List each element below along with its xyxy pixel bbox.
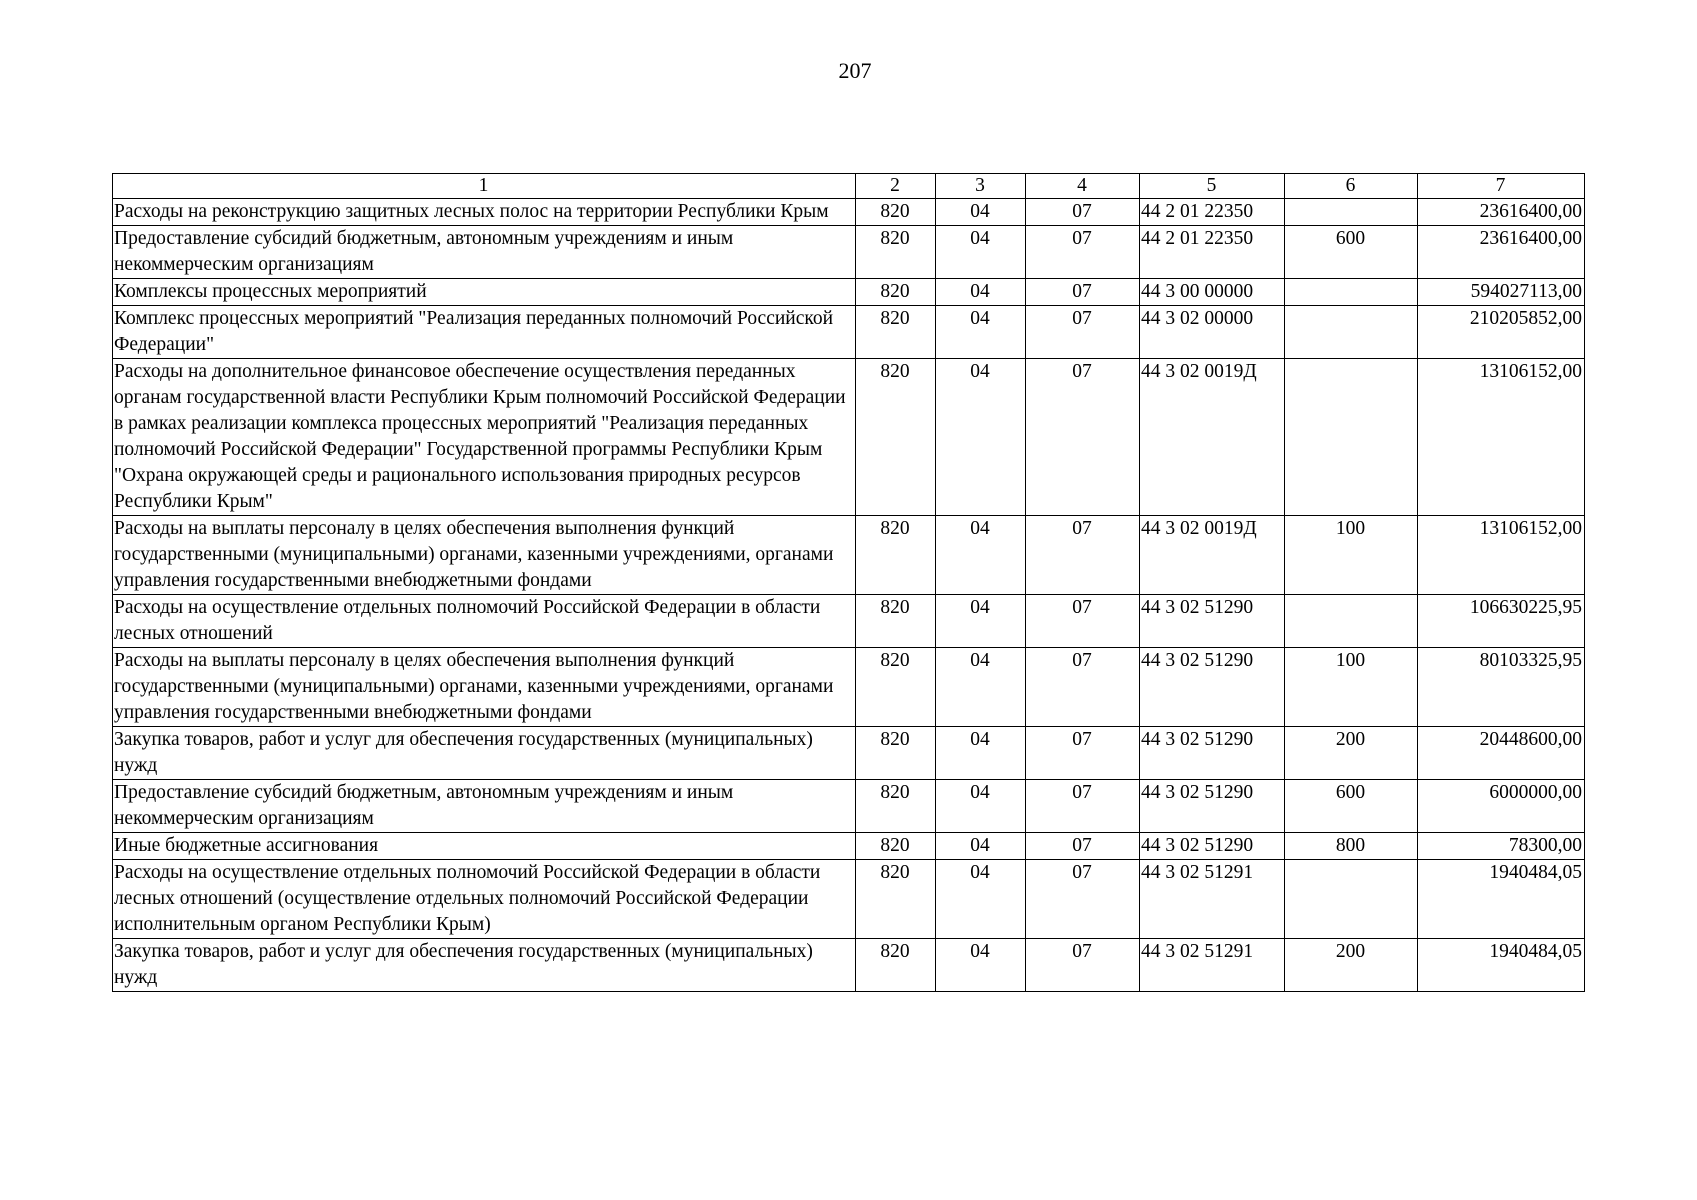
section-code: 04	[936, 833, 1026, 860]
expense-type-code: 100	[1285, 516, 1418, 595]
target-article-code: 44 2 01 22350	[1140, 226, 1285, 279]
item-name: Расходы на осуществление отдельных полномочий Российской Федерации в области лесных отношений	[113, 595, 856, 648]
amount: 1940484,05	[1418, 939, 1585, 992]
subsection-code: 07	[1026, 226, 1140, 279]
amount: 6000000,00	[1418, 780, 1585, 833]
amount: 78300,00	[1418, 833, 1585, 860]
item-name: Иные бюджетные ассигнования	[113, 833, 856, 860]
target-article-code: 44 3 02 51290	[1140, 833, 1285, 860]
table-row	[113, 199, 1585, 226]
target-article-code: 44 3 00 00000	[1140, 279, 1285, 306]
amount: 1940484,05	[1418, 860, 1585, 939]
table-row	[113, 780, 1585, 833]
table-row	[113, 939, 1585, 992]
item-name: Расходы на дополнительное финансовое обеспечение осуществления переданных органам государственной власти Республики Крым полномочий Российской Федерации в рамках реализации комплекса процессных мероприятий "Реализация переданных полномочий Российской Федерации" Государственной программы Республики Крым "Охрана окружающей среды и рационального использования природных ресурсов Республики Крым"	[113, 359, 856, 516]
item-name: Расходы на выплаты персоналу в целях обеспечения выполнения функций государственными (муниципальными) органами, казенными учреждениями, органами управления государственными внебюджетными фондами	[113, 516, 856, 595]
target-article-code: 44 3 02 51291	[1140, 860, 1285, 939]
subsection-code: 07	[1026, 359, 1140, 516]
page-number: 207	[838, 58, 872, 83]
item-name: Закупка товаров, работ и услуг для обеспечения государственных (муниципальных) нужд	[113, 939, 856, 992]
section-code: 04	[936, 595, 1026, 648]
ministry-code: 820	[856, 199, 936, 226]
expense-type-code: 200	[1285, 939, 1418, 992]
subsection-code: 07	[1026, 833, 1140, 860]
amount: 106630225,95	[1418, 595, 1585, 648]
table-row	[113, 279, 1585, 306]
expense-type-code	[1285, 199, 1418, 226]
amount: 13106152,00	[1418, 516, 1585, 595]
amount: 594027113,00	[1418, 279, 1585, 306]
expense-type-code	[1285, 359, 1418, 516]
section-code: 04	[936, 860, 1026, 939]
expense-type-code	[1285, 595, 1418, 648]
subsection-code: 07	[1026, 595, 1140, 648]
column-header: 2	[856, 174, 936, 199]
table-body	[113, 199, 1585, 992]
target-article-code: 44 3 02 51290	[1140, 648, 1285, 727]
section-code: 04	[936, 516, 1026, 595]
section-code: 04	[936, 306, 1026, 359]
item-name: Расходы на выплаты персоналу в целях обеспечения выполнения функций государственными (муниципальными) органами, казенными учреждениями, органами управления государственными внебюджетными фондами	[113, 648, 856, 727]
table-row	[113, 595, 1585, 648]
column-header: 6	[1285, 174, 1418, 199]
ministry-code: 820	[856, 780, 936, 833]
subsection-code: 07	[1026, 648, 1140, 727]
target-article-code: 44 3 02 0019Д	[1140, 516, 1285, 595]
table-row	[113, 359, 1585, 516]
ministry-code: 820	[856, 306, 936, 359]
subsection-code: 07	[1026, 780, 1140, 833]
ministry-code: 820	[856, 595, 936, 648]
expense-type-code: 200	[1285, 727, 1418, 780]
subsection-code: 07	[1026, 199, 1140, 226]
target-article-code: 44 3 02 51290	[1140, 780, 1285, 833]
ministry-code: 820	[856, 939, 936, 992]
item-name: Предоставление субсидий бюджетным, автономным учреждениям и иным некоммерческим организациям	[113, 780, 856, 833]
expense-type-code: 100	[1285, 648, 1418, 727]
table-row	[113, 727, 1585, 780]
item-name: Комплекс процессных мероприятий "Реализация переданных полномочий Российской Федерации"	[113, 306, 856, 359]
column-header: 1	[113, 174, 856, 199]
section-code: 04	[936, 279, 1026, 306]
budget-table	[112, 173, 1585, 992]
item-name: Комплексы процессных мероприятий	[113, 279, 856, 306]
table-row	[113, 226, 1585, 279]
ministry-code: 820	[856, 516, 936, 595]
item-name: Расходы на реконструкцию защитных лесных полос на территории Республики Крым	[113, 199, 856, 226]
amount: 210205852,00	[1418, 306, 1585, 359]
table-header-row	[113, 174, 1585, 199]
subsection-code: 07	[1026, 279, 1140, 306]
ministry-code: 820	[856, 860, 936, 939]
item-name: Предоставление субсидий бюджетным, автономным учреждениям и иным некоммерческим организациям	[113, 226, 856, 279]
target-article-code: 44 3 02 51290	[1140, 595, 1285, 648]
table-row	[113, 833, 1585, 860]
ministry-code: 820	[856, 833, 936, 860]
table-row	[113, 860, 1585, 939]
section-code: 04	[936, 727, 1026, 780]
table-row	[113, 306, 1585, 359]
section-code: 04	[936, 780, 1026, 833]
subsection-code: 07	[1026, 727, 1140, 780]
subsection-code: 07	[1026, 516, 1140, 595]
table-row	[113, 516, 1585, 595]
section-code: 04	[936, 648, 1026, 727]
target-article-code: 44 2 01 22350	[1140, 199, 1285, 226]
ministry-code: 820	[856, 279, 936, 306]
expense-type-code: 800	[1285, 833, 1418, 860]
expense-type-code	[1285, 306, 1418, 359]
target-article-code: 44 3 02 00000	[1140, 306, 1285, 359]
section-code: 04	[936, 199, 1026, 226]
expense-type-code: 600	[1285, 780, 1418, 833]
amount: 23616400,00	[1418, 199, 1585, 226]
subsection-code: 07	[1026, 860, 1140, 939]
section-code: 04	[936, 359, 1026, 516]
item-name: Закупка товаров, работ и услуг для обеспечения государственных (муниципальных) нужд	[113, 727, 856, 780]
section-code: 04	[936, 226, 1026, 279]
target-article-code: 44 3 02 0019Д	[1140, 359, 1285, 516]
target-article-code: 44 3 02 51291	[1140, 939, 1285, 992]
expense-type-code: 600	[1285, 226, 1418, 279]
expense-type-code	[1285, 279, 1418, 306]
amount: 80103325,95	[1418, 648, 1585, 727]
ministry-code: 820	[856, 648, 936, 727]
amount: 20448600,00	[1418, 727, 1585, 780]
amount: 23616400,00	[1418, 226, 1585, 279]
expense-type-code	[1285, 860, 1418, 939]
ministry-code: 820	[856, 226, 936, 279]
column-header: 5	[1140, 174, 1285, 199]
subsection-code: 07	[1026, 939, 1140, 992]
column-header: 7	[1418, 174, 1585, 199]
section-code: 04	[936, 939, 1026, 992]
column-header: 4	[1026, 174, 1140, 199]
amount: 13106152,00	[1418, 359, 1585, 516]
column-header: 3	[936, 174, 1026, 199]
table-row	[113, 648, 1585, 727]
subsection-code: 07	[1026, 306, 1140, 359]
item-name: Расходы на осуществление отдельных полномочий Российской Федерации в области лесных отношений (осуществление отдельных полномочий Российской Федерации исполнительным органом Республики Крым)	[113, 860, 856, 939]
ministry-code: 820	[856, 359, 936, 516]
ministry-code: 820	[856, 727, 936, 780]
target-article-code: 44 3 02 51290	[1140, 727, 1285, 780]
